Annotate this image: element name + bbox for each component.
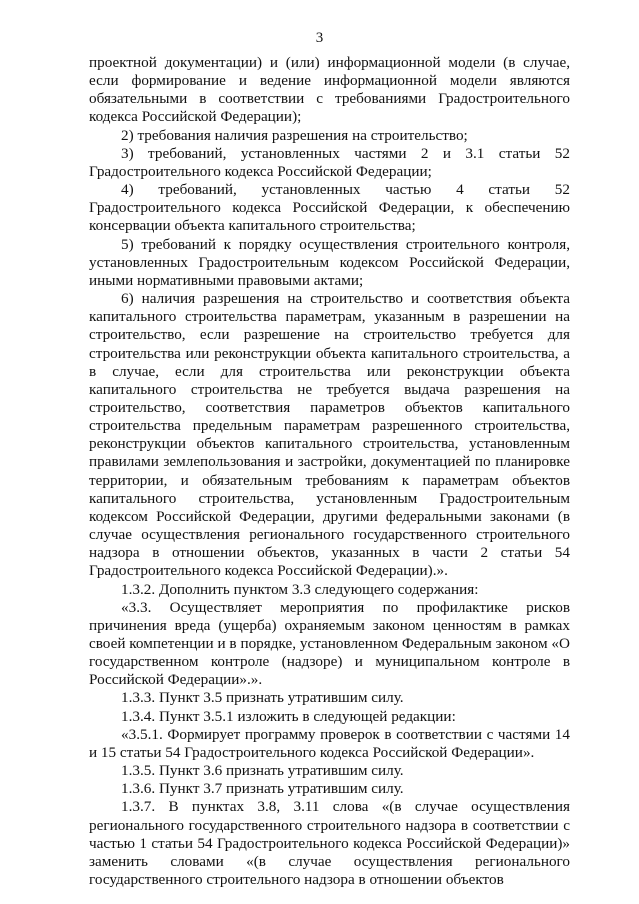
paragraph-1-3-2: 1.3.2. Дополнить пунктом 3.3 следующего содержания: — [121, 580, 479, 598]
page-number: 3 — [315, 30, 324, 46]
paragraph-item-4: 4) требований, установленных частью 4 статьи 52 Градостроительного кодекса Российской Федерации, к обеспечению консервации объекта капитального строительства; — [89, 181, 570, 235]
paragraph-1-3-5: 1.3.5. Пункт 3.6 признать утратившим силу. — [121, 762, 404, 780]
paragraph-1-3-7: 1.3.7. В пунктах 3.8, 3.11 слова «(в случае осуществления регионального государственного строительного надзора в соответствии с частью 1 статьи 54 Градостроительного кодекса Российской Федерации)» заменить словами «(в случае осуществления регионального государственного строительного надзора в отношении объектов — [89, 798, 570, 889]
paragraph-quote-3-5-1: «3.5.1. Формирует программу проверок в соответствии с частями 14 и 15 статьи 54 Градостроительного кодекса Российской Федерации». — [89, 725, 570, 761]
paragraph-item-6: 6) наличия разрешения на строительство и соответствия объекта капитального строительства параметрам, указанным в разрешении на строительство, если разрешение на строительство требуется для строительства или реконструкции объекта капитального строительства, а в случае, если для строительства или реконструкции объекта капитального строительства не требуется выдача разрешения на строительство, соответствия параметров объектов капитального строительства предельным параметрам разрешенного строительства, реконструкции объектов капитального строительства, установленным правилами землепользования и застройки, документацией по планировке территории, и обязательным требованиям к параметрам объектов капитального строительства, установленным Градостроительным кодексом Российской Федерации, другими федеральными законами (в случае осуществления регионального государственного строительного надзора в отношении объектов, указанных в части 2 статьи 54 Градостроительного кодекса Российской Федерации).». — [89, 290, 570, 580]
paragraph-quote-3-3: «3.3. Осуществляет мероприятия по профилактике рисков причинения вреда (ущерба) охраняемым законом ценностям в рамках своей компетенции и в порядке, установленном Федеральным законом «О государственном контроле (надзоре) и муниципальном контроле в Российской Федерации».». — [89, 598, 570, 689]
paragraph-1-3-6: 1.3.6. Пункт 3.7 признать утратившим силу. — [121, 780, 404, 798]
paragraph-item-5: 5) требований к порядку осуществления строительного контроля, установленных Градостроительным кодексом Российской Федерации, иными нормативными правовыми актами; — [89, 235, 570, 289]
paragraph-item-2: 2) требования наличия разрешения на строительство; — [121, 126, 468, 144]
document-body — [89, 54, 570, 889]
paragraph-1-3-3: 1.3.3. Пункт 3.5 признать утратившим силу. — [121, 689, 404, 707]
paragraph-continuation: проектной документации) и (или) информационной модели (в случае, если формирование и ведение информационной модели являются обязательными в соответствии с требованиями Градостроительного кодекса Российской Федерации); — [89, 54, 570, 126]
paragraph-item-3: 3) требований, установленных частями 2 и 3.1 статьи 52 Градостроительного кодекса Российской Федерации; — [89, 144, 570, 180]
paragraph-1-3-4: 1.3.4. Пункт 3.5.1 изложить в следующей редакции: — [121, 707, 456, 725]
